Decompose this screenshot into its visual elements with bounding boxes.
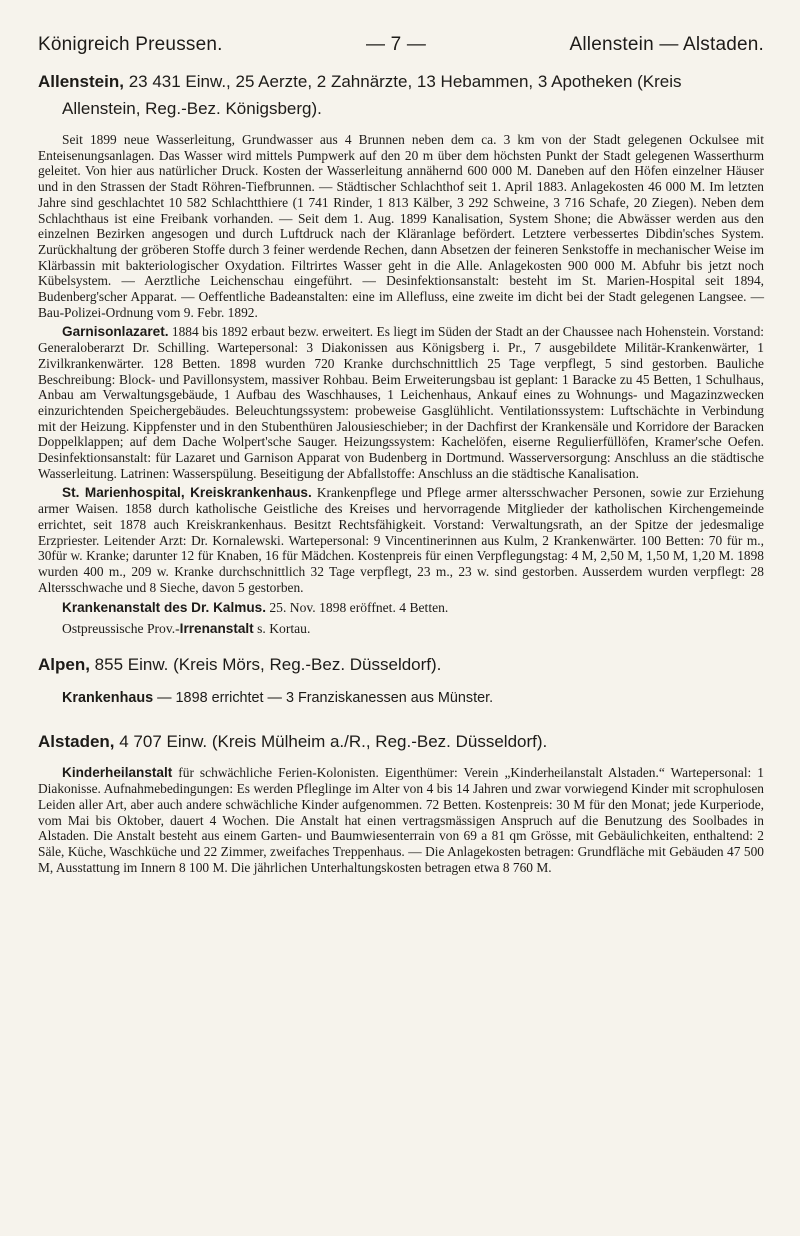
paragraph-text: s. Kortau.	[253, 621, 311, 637]
paragraph-irrenanstalt	[38, 620, 764, 637]
entry-title-alpen	[38, 651, 764, 678]
paragraph-text: für schwächliche Ferien-Kolonisten. Eigenthümer: Verein „Kinderheilanstalt Alstaden.“ Wartepersonal: 1 Diakonisse. Aufnahmebedingungen: Es werden Pfleglinge im Alter von 4 bis 14 Jahren und zwar vorwiegend Kinder mit scrophulosen Leiden aller Art, aber auch andere schwächliche Kinder aufgenommen. 72 Betten. Kostenpreis: 30 M für den Monat; jede Kurperiode, vom Mai bis Oktober, dauert 4 Wochen. Die Anstalt hat einen vertragsmässigen Anspruch auf die Benutzung des Soolbades in Alstaden. Die Anstalt besteht aus einem Garten- und Baumwiesenterrain von 69 a 81 qm Grösse, mit Gebäulichkeiten, enthaltend: 2 Säle, Küche, Waschküche und 22 Zimmer, zweifaches Treppenhaus. — Die Anlagekosten betragen: Grundfläche mit Gebäuden 47 500 M, Ausstattung im Innern 8 100 M. Die jährlichen Unterhaltungskosten betragen etwa 8 760 M.	[38, 765, 764, 875]
entry-title-details: 23 431 Einw., 25 Aerzte, 2 Zahnärzte, 13 Hebammen, 3 Apotheken (Kreis	[123, 72, 682, 91]
section-heading: Kinderheilanstalt	[62, 765, 173, 781]
section-heading: Irrenanstalt	[179, 621, 254, 637]
running-header	[38, 34, 764, 56]
place-name: Allenstein,	[38, 72, 124, 91]
page-number: — 7 —	[365, 34, 427, 55]
paragraph-text: — 1898 errichtet — 3 Franziskanessen aus Münster.	[153, 690, 494, 707]
place-name: Alstaden,	[38, 732, 115, 752]
paragraph-text: Ostpreussische Prov.-	[62, 621, 180, 637]
paragraph-allenstein-general: Seit 1899 neue Wasserleitung, Grundwasser aus 4 Brunnen neben dem ca. 3 km von der Stadt gelegenen Ockulsee mit Enteisenungsanlagen. Das Wasser wird mittels Pumpwerk auf den 20 m über dem höchsten Punkt der Stadt gelegenen Wasserthurm geleitet. Von hier aus natürlicher Druck. Kosten der Wasserleitung annähernd 600 000 M. Daneben auf den Höfen einzelner Häuser und in den Strassen der Stadt Röhren-Tiefbrunnen. — Städtischer Schlachthof seit 1. April 1883. Anlagekosten 46 000 M. Im letzten Jahre sind geschlachtet 10 582 Schlachtthiere (1 741 Rinder, 1 813 Kälber, 3 292 Schweine, 3 716 Schafe, 20 Ziegen). Neben dem Schlachthaus ist eine Freibank vorhanden. — Seit dem 1. Aug. 1899 Kanalisation, System Shone; die Abwässer werden aus den einzelnen Bezirken angesogen und durch Luftdruck nach der Kläranlage befördert. Letztere verbessertes Dibdin'sches System. Zurückhaltung der gröberen Stoffe durch 3 feiner werdende Rechen, dann Absetzen der feineren Senkstoffe in mechanischer Weise im Klärbassin mit bakteriologischer Oxydation. Filtrirtes Wasser geht in die Alle. Anlagekosten 900 000 M. Abfuhr bis jetzt noch Kübelsystem. — Aerztliche Leichenschau eingeführt. — Desinfektionsanstalt: besteht im St. Marien-Hospital seit 1894, Budenberg'scher Apparat. — Oeffentliche Badeanstalten: eine im Allefluss, eine zweite im dicht bei der Stadt gelegenen Langsee. — Bau-Polizei-Ordnung vom 9. Febr. 1892.	[38, 132, 764, 320]
header-right: Allenstein — Alstaden.	[569, 34, 764, 55]
paragraph-kinderheilanstalt	[38, 765, 764, 875]
paragraph-marienhospital	[38, 485, 764, 595]
entry-title-details: 4 707 Einw. (Kreis Mülheim a./R., Reg.-Bez. Düsseldorf).	[114, 732, 548, 752]
entry-title-details-cont: Allenstein, Reg.-Bez. Königsberg).	[62, 99, 322, 118]
paragraph-kalmus	[38, 599, 764, 616]
entry-title-alstaden	[38, 728, 764, 755]
header-left: Königreich Preussen.	[38, 34, 223, 55]
paragraph-alpen-krankenhaus	[62, 688, 764, 708]
paragraph-text: 1884 bis 1892 erbaut bezw. erweitert. Es liegt im Süden der Stadt an der Chaussee nach Hohenstein. Vorstand: Generaloberarzt Dr. Schilling. Wartepersonal: 3 Diakonissen aus Königsberg i. Pr., 7 ausgebildete Militär-Krankenwärter, 1 Zivilkrankenwärter. 128 Betten. 1898 wurden 720 Kranke durchschnittlich 25 Tage verpflegt, 5 sind gestorben. Bauliche Beschreibung: Block- und Pavillonsystem, massiver Rohbau. Beim Erweiterungsbau ist geplant: 1 Baracke zu 45 Betten, 1 Schulhaus, Anbau am Verwaltungsgebäude, 1 Aufbau des Waschhauses, 1 Leichenhaus, Ankauf eines zu Wohnungs- und Magazinzwecken einzurichtenden Speichergebäudes. Beleuchtungssystem: probeweise Gasglühlicht. Ventilationssystem: Luftschächte in Verbindung mit der Heizung. Kippfenster und in den Stubenthüren Jalousieschieber; in der Dachfirst der Krankensäle und Korridore der Baracken Doppelklappen; auf dem Dache Wolpert'sche Sauger. Heizungssystem: Kachelöfen, eiserne Regulierfüllöfen, Kramer'sche Oefen. Desinfektionsanstalt: für Lazaret und Garnison Apparat von Budenberg in Dortmund. Wasserversorgung: Anschluss an die städtische Wasserleitung. Latrinen: Wasserspülung. Beseitigung der Abfallstoffe: Anschluss an die städtische Kanalisation.	[38, 324, 764, 481]
entry-title-allenstein	[38, 68, 764, 122]
place-name: Alpen,	[38, 655, 90, 675]
paragraph-text: 25. Nov. 1898 eröffnet. 4 Betten.	[265, 600, 449, 616]
section-heading: Krankenanstalt des Dr. Kalmus.	[62, 600, 266, 616]
entry-title-details: 855 Einw. (Kreis Mörs, Reg.-Bez. Düsseldorf).	[89, 655, 442, 675]
paragraph-garnisonlazaret	[38, 324, 764, 481]
section-heading: Krankenhaus	[62, 690, 154, 707]
paragraph-text: Krankenpflege und Pflege armer altersschwacher Personen, sowie zur Erziehung armer Waisen. 1858 durch katholische Geistliche des Kreises und hervorragende Mitglieder der katholischen Kirchengemeinde errichtet, seit 1878 auch Kreiskrankenhaus. Besitzt Rechtsfähigkeit. Vorstand: Verwaltungsrath, an der Spitze der jedesmalige Erzpriester. Leitender Arzt: Dr. Kornalewski. Wartepersonal: 9 Vincentinerinnen aus Kulm, 2 Krankenwärter. 100 Betten: 70 für m., 30für w. Kranke; darunter 12 für Knaben, 16 für Mädchen. Kostenpreis für einen Verpflegungstag: 4 M, 2,50 M, 1,50 M, 1,20 M. 1898 wurden 400 m., 209 w. Kranke durchschnittlich 32 Tage verpflegt, 23 m., 23 w. sind gestorben. Ausserdem wurden verpflegt: 28 Altersschwache und 8 Sieche, davon 5 gestorben.	[38, 485, 764, 595]
section-heading: St. Marienhospital, Kreiskrankenhaus.	[62, 485, 312, 501]
section-heading: Garnisonlazaret.	[62, 324, 169, 340]
spacer	[38, 714, 764, 728]
spacer	[38, 637, 764, 651]
